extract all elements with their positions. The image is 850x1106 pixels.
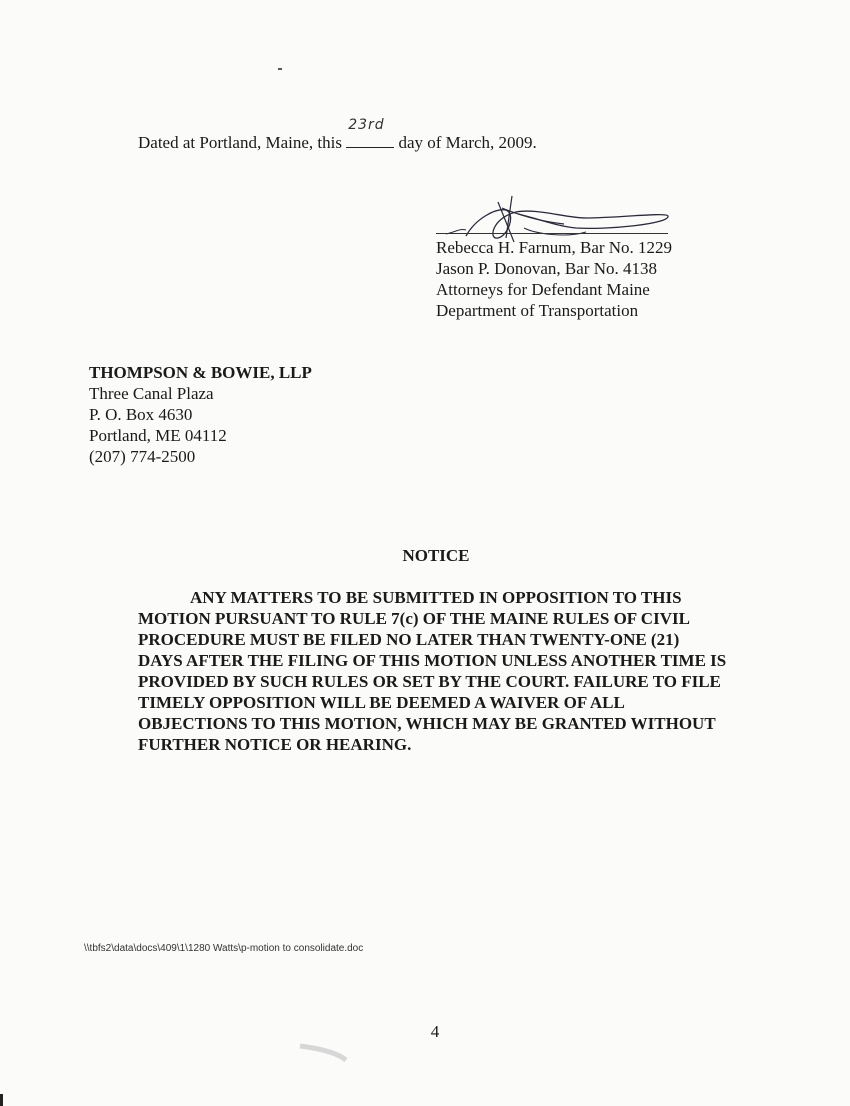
attorney-signature-block — [436, 237, 672, 321]
firm-city: Portland, ME 04112 — [89, 426, 227, 445]
dated-line — [138, 117, 537, 153]
notice-title: NOTICE — [402, 546, 470, 565]
attorney-line-1: Rebecca H. Farnum, Bar No. 1229 — [436, 238, 673, 257]
firm-address-1: Three Canal Plaza — [89, 384, 214, 403]
notice-body: ANY MATTERS TO BE SUBMITTED IN OPPOSITION TO THIS MOTION PURSUANT TO RULE 7(c) OF THE MAINE RULES OF CIVIL PROCEDURE MUST BE FILED NO LATER THAN TWENTY-ONE (21) DAYS AFTER THE FILING OF THIS MOTION UNLESS ANOTHER TIME IS PROVIDED BY SUCH RULES OR SET BY THE COURT. FAILURE TO FILE TIMELY OPPOSITION WILL BE DEEMED A WAIVER OF ALL OBJECTIONS TO THIS MOTION, WHICH MAY BE GRANTED WITHOUT FURTHER NOTICE OR HEARING. — [138, 588, 727, 754]
firm-phone: (207) 774-2500 — [89, 447, 196, 466]
scan-mark — [276, 66, 286, 72]
attorney-line-2: Jason P. Donovan, Bar No. 4138 — [436, 259, 657, 278]
signature-line — [436, 233, 668, 234]
firm-name: THOMPSON & BOWIE, LLP — [89, 363, 312, 382]
dated-suffix: day of March, 2009. — [398, 133, 537, 152]
page-number: 4 — [430, 1022, 440, 1041]
attorney-line-3: Attorneys for Defendant Maine — [436, 280, 650, 299]
attorney-line-4: Department of Transportation — [436, 301, 639, 320]
dated-prefix: Dated at Portland, Maine, this — [138, 133, 342, 152]
handwritten-day: 23rd — [348, 117, 385, 133]
firm-address-2: P. O. Box 4630 — [89, 405, 193, 424]
day-blank — [346, 117, 394, 148]
firm-address-block — [89, 362, 312, 467]
file-path: \\tbfs2\data\docs\409\1\1280 Watts\p-motion to consolidate.doc — [84, 943, 364, 954]
scan-edge-mark — [0, 1094, 6, 1106]
scan-smudge — [296, 1040, 356, 1064]
